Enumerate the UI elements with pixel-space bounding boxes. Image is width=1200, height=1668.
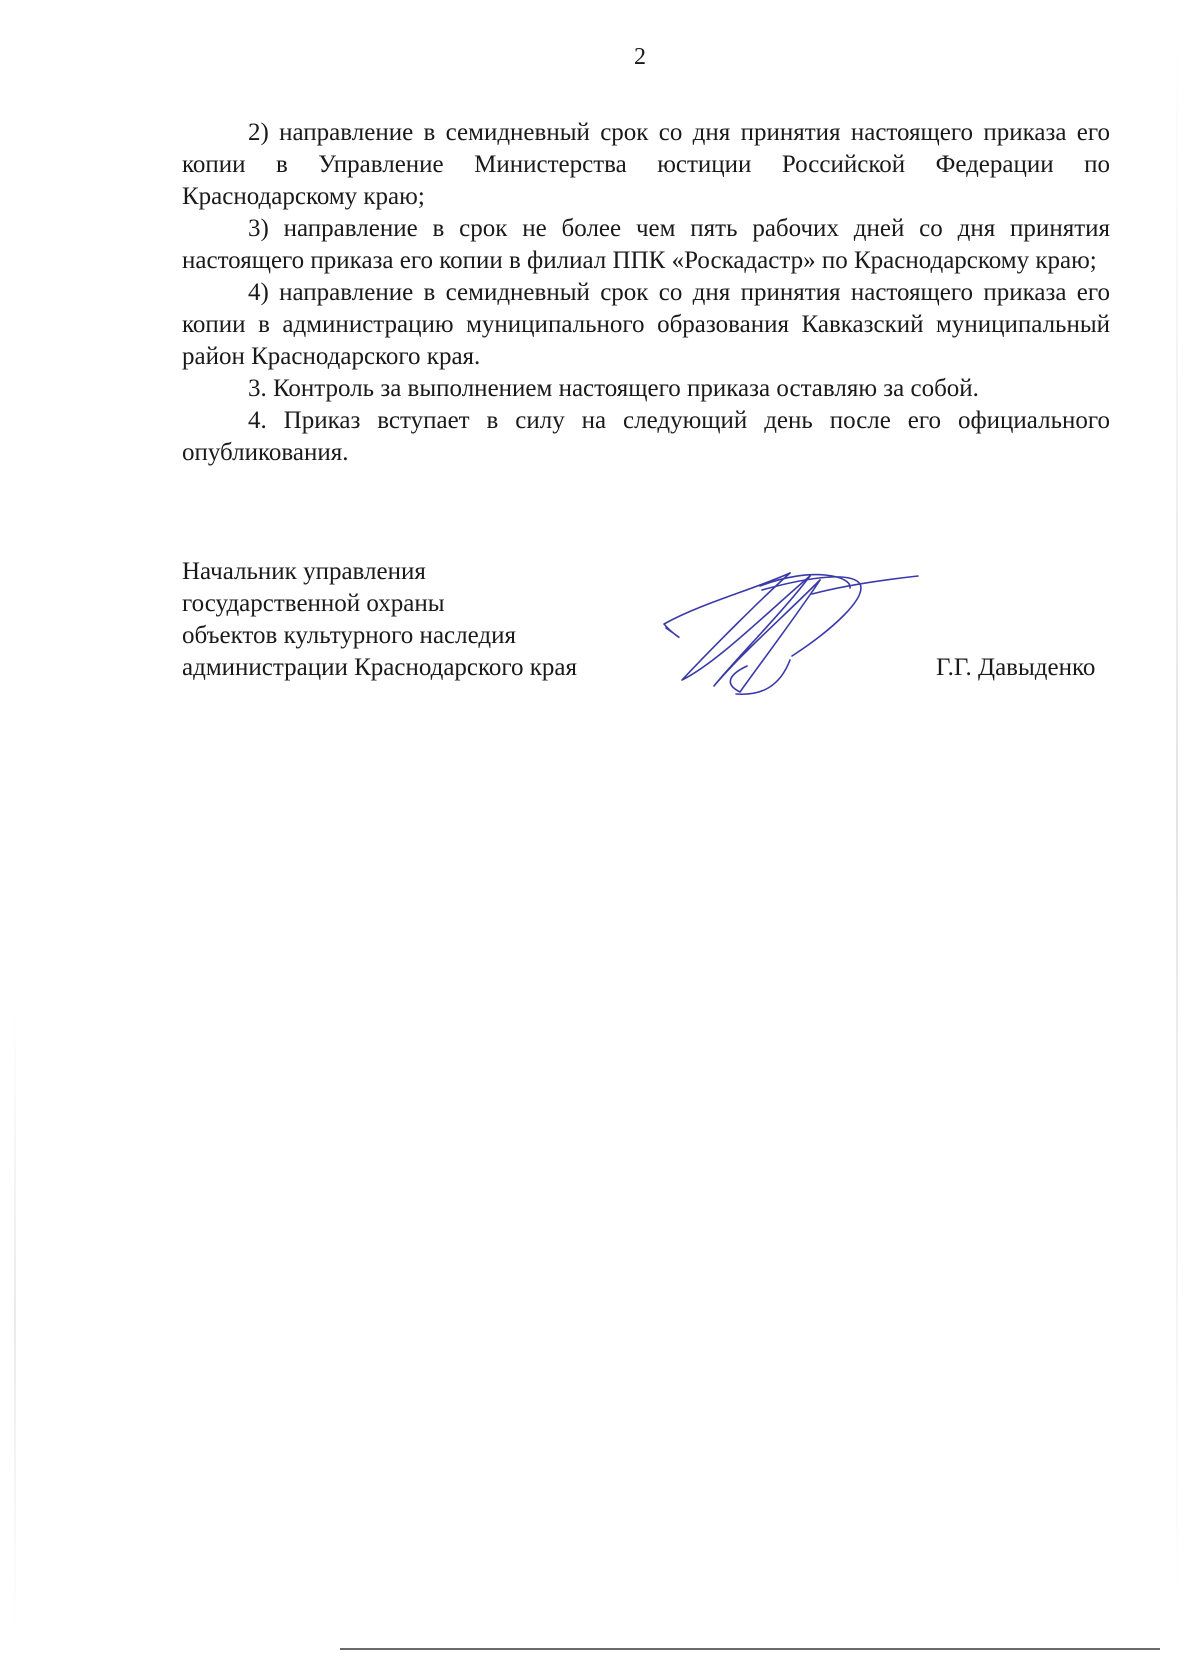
paragraph-item-2: 2) направление в семидневный срок со дня принятия настоящего приказа его копии в Управление Министерства юстиции Российской Федерации по Краснодарскому краю;	[182, 119, 1110, 210]
signatory-position	[182, 556, 577, 684]
paragraph-control-clause: 3. Контроль за выполнением настоящего приказа оставляю за собой.	[248, 375, 979, 402]
position-line: администрации Краснодарского края	[182, 654, 578, 681]
position-line: объектов культурного наследия	[182, 622, 516, 649]
scan-edge	[340, 1648, 1160, 1650]
position-line: государственной охраны	[182, 590, 445, 617]
handwritten-signature	[662, 568, 922, 698]
signer-name: Г.Г. Давыденко	[936, 654, 1096, 681]
paragraph-item-3: 3) направление в срок не более чем пять рабочих дней со дня принятия настоящего приказа его копии в филиал ППК «Роскадастр» по Краснодарскому краю;	[182, 215, 1110, 274]
document-body	[182, 117, 1110, 469]
paragraph-item-4: 4) направление в семидневный срок со дня принятия настоящего приказа его копии в администрацию муниципального образования Кавказский муниципальный район Краснодарского края.	[182, 279, 1110, 370]
scan-edge	[1176, 40, 1178, 1600]
position-line: Начальник управления	[182, 558, 426, 585]
paragraph-effective-clause: 4. Приказ вступает в силу на следующий день после его официального опубликования.	[182, 407, 1110, 466]
page-number: 2	[634, 44, 646, 70]
scan-edge	[14, 1010, 16, 1630]
